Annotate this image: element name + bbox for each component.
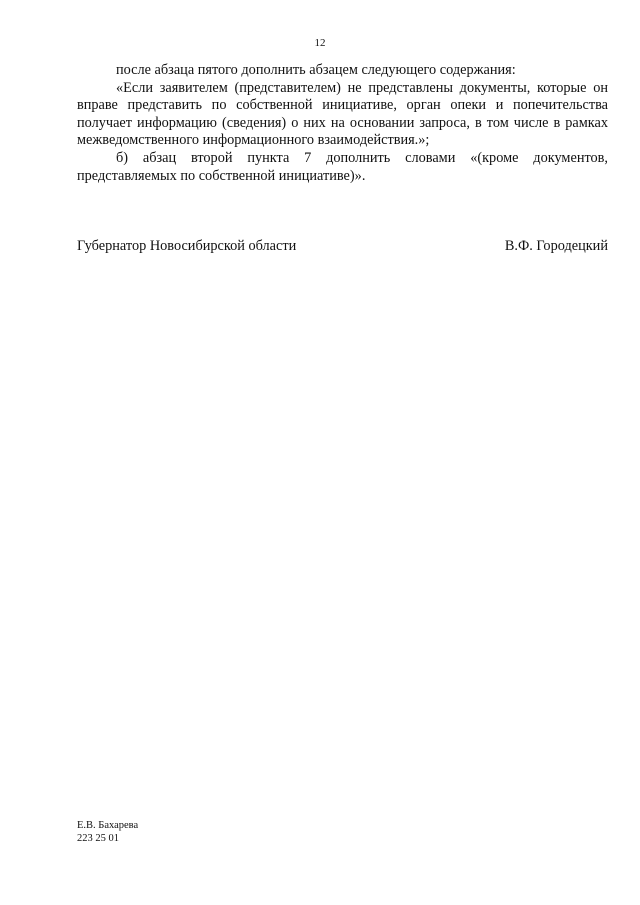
signatory-name: В.Ф. Городецкий: [504, 238, 608, 254]
executor-name: Е.В. Бахарева: [77, 820, 139, 831]
page-number: 12: [314, 37, 326, 49]
signature-block: [77, 237, 608, 255]
paragraph-quoted-text: «Если заявителем (представителем) не представлены документы, которые он вправе представить по собственной инициативе, орган опеки и попечительства получает информацию (сведения) о них на основании запроса, в том числе в рамках межведомственного информационного взаимодействия.»;: [77, 79, 608, 149]
paragraph-amendment-intro: после абзаца пятого дополнить абзацем следующего содержания:: [116, 62, 516, 78]
executor-info: [77, 820, 138, 845]
signatory-position: Губернатор Новосибирской области: [77, 238, 297, 254]
paragraph-amendment-b: б) абзац второй пункта 7 дополнить словами «(кроме документов, представляемых по собственной инициативе)».: [77, 149, 608, 184]
executor-phone: 223 25 01: [77, 832, 119, 844]
document-body: [77, 62, 608, 185]
